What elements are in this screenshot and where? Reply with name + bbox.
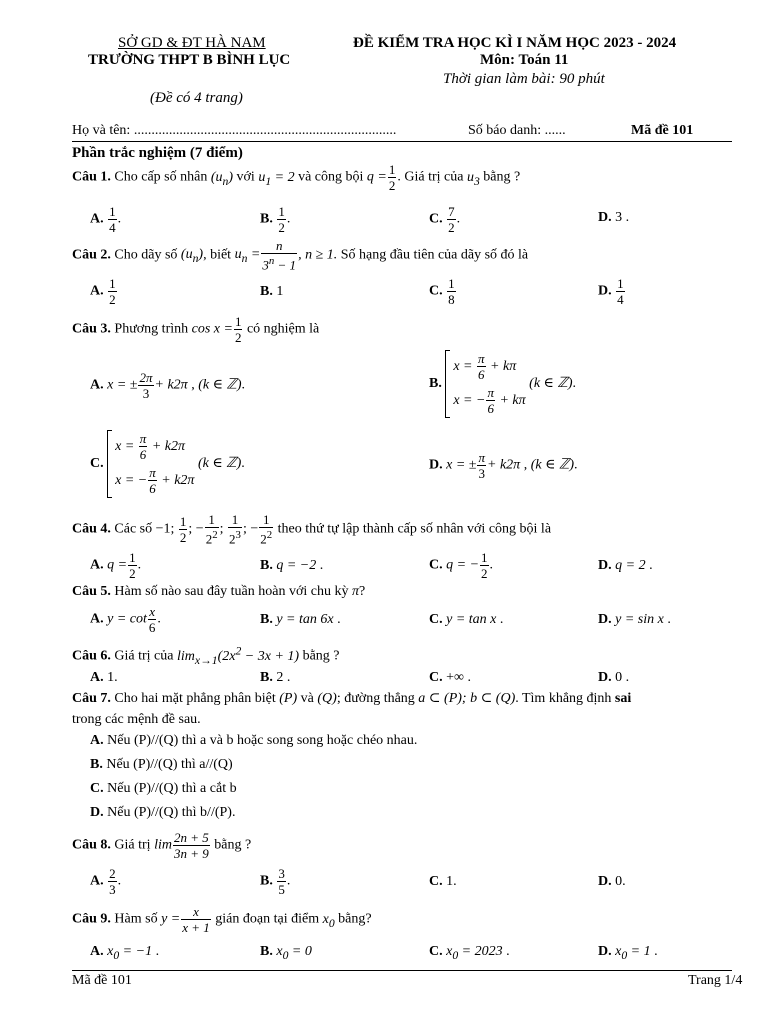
q2-option-d[interactable]: D. $\frac{1}{4}$ [598,276,624,307]
q5-option-a[interactable]: A. y = cot $\frac{x}{6}$ . [90,604,161,635]
question-8: Câu 8. Giá trị lim $\frac{2n + 5}{3n + 9}$ bằng ? [72,830,252,861]
q2-option-b[interactable]: B. 1 [260,284,284,299]
q1-option-b[interactable]: B. $\frac{1}{2}$ . [260,204,291,235]
student-id-field[interactable]: Số báo danh: ...... [468,123,566,138]
q6-option-b[interactable]: B. 2 . [260,670,291,685]
q9-option-a[interactable]: A. $x_0 = -1$ . [90,944,160,962]
question-6: Câu 6. Giá trị của $\lim_{x\to 1}(2x^2 - 3x + 1)$ bằng ? [72,644,340,667]
q2-option-c[interactable]: C. $\frac{1}{8}$ [429,276,455,307]
q6-option-d[interactable]: D. 0 . [598,670,630,685]
q6-option-c[interactable]: C. +∞ . [429,670,472,685]
q9-option-b[interactable]: B. $x_0 = 0$ [260,944,312,962]
question-9: Câu 9. Hàm số y = $\frac{x}{x + 1}$ gián đoạn tại điểm $x_0$ bằng? [72,904,372,935]
q8-option-c[interactable]: C. 1. [429,874,457,889]
student-name-field[interactable]: Họ và tên: ........................................................................... [72,123,397,138]
section-title: Phần trắc nghiệm (7 điểm) [72,145,243,161]
subject: Môn: Toán 11 [480,52,569,68]
question-7-line2: trong các mệnh đề sau. [72,712,201,727]
q3-option-a[interactable]: A. x = ± $\frac{2\pi}{3}$ + k2π , (k ∈ ℤ). [90,370,246,401]
q1-option-a[interactable]: A. $\frac{1}{4}$ . [90,204,122,235]
question-2: Câu 2. Cho dãy số $(u_n)$, biết $u_n$ = $\frac{n}{3^n - 1}$ , n ≥ 1. Số hạng đầu tiên của dãy số đó là [72,238,529,273]
q6-option-a[interactable]: A. 1. [90,670,118,685]
q4-option-c[interactable]: C. q = − $\frac{1}{2}$ . [429,550,494,581]
q8-option-b[interactable]: B. $\frac{3}{5}$ . [260,866,291,897]
q9-option-d[interactable]: D. $x_0 = 1$ . [598,944,658,962]
q5-option-d[interactable]: D. y = sin x . [598,612,671,627]
footer-divider [72,970,732,971]
q4-option-b[interactable]: B. q = −2 . [260,558,324,573]
pages-note: (Đề có 4 trang) [150,90,243,106]
q2-option-a[interactable]: A. $\frac{1}{2}$ [90,276,116,307]
q7-option-d[interactable]: D. Nếu (P)//(Q) thì b//(P). [90,805,236,820]
q7-option-a[interactable]: A. Nếu (P)//(Q) thì a và b hoặc song song hoặc chéo nhau. [90,733,418,748]
question-1: Câu 1. Cho cấp số nhân $(u_n)$ với $u_1 = 2$ và công bội q = $\frac{1}{2}$ . Giá trị của $u_3$ bằng ? [72,162,521,193]
q1-option-d[interactable]: D. 3 . [598,210,630,225]
q3-option-d[interactable]: D. x = ± $\frac{\pi}{3}$ + k2π , (k ∈ ℤ). [429,450,578,481]
question-5: Câu 5. Hàm số nào sau đây tuần hoàn với chu kỳ π? [72,584,366,599]
footer-page: Trang 1/4 [688,973,743,988]
q5-option-b[interactable]: B. y = tan 6x . [260,612,341,627]
dept-name: SỞ GD & ĐT HÀ NAM [118,35,266,51]
q4-option-a[interactable]: A. q = $\frac{1}{2}$ . [90,550,142,581]
q7-option-b[interactable]: B. Nếu (P)//(Q) thì a//(Q) [90,757,233,772]
q8-option-d[interactable]: D. 0. [598,874,626,889]
question-4: Câu 4. Các số −1; $\frac{1}{2}$ ; − $\frac{1}{2^2}$ ; $\frac{1}{2^3}$ ; − $\frac{1}{2^2}$ theo thứ tự lập thành cấp số nhân với công bội là [72,512,552,547]
question-7: Câu 7. Cho hai mặt phẳng phân biệt (P) và (Q); đường thẳng a ⊂ (P); b ⊂ (Q). Tìm khẳng định sai [72,691,632,706]
q7-option-c[interactable]: C. Nếu (P)//(Q) thì a cắt b [90,781,237,796]
exam-code: Mã đề 101 [631,123,694,138]
q1-option-c[interactable]: C. $\frac{7}{2}$ . [429,204,461,235]
exam-title: ĐỀ KIỂM TRA HỌC KÌ I NĂM HỌC 2023 - 2024 [353,35,677,51]
q5-option-c[interactable]: C. y = tan x . [429,612,504,627]
q3-option-b[interactable]: B. x = $\frac{\pi}{6}$ + kπ x = − $\frac{\pi}{6}$ + kπ (k ∈ ℤ). [429,351,576,417]
q4-option-d[interactable]: D. q = 2 . [598,558,653,573]
header-divider [72,141,732,142]
q8-option-a[interactable]: A. $\frac{2}{3}$ . [90,866,122,897]
duration: Thời gian làm bài: 90 phút [443,71,605,87]
footer-code: Mã đề 101 [72,973,132,988]
q3-option-c[interactable]: C. x = $\frac{\pi}{6}$ + k2π x = − $\frac{\pi}{6}$ + k2π (k ∈ ℤ). [90,431,245,497]
question-3: Câu 3. Phương trình cos x = $\frac{1}{2}$ có nghiệm là [72,314,320,345]
q9-option-c[interactable]: C. $x_0 = 2023$ . [429,944,510,962]
school-name: TRƯỜNG THPT B BÌNH LỤC [88,52,291,68]
